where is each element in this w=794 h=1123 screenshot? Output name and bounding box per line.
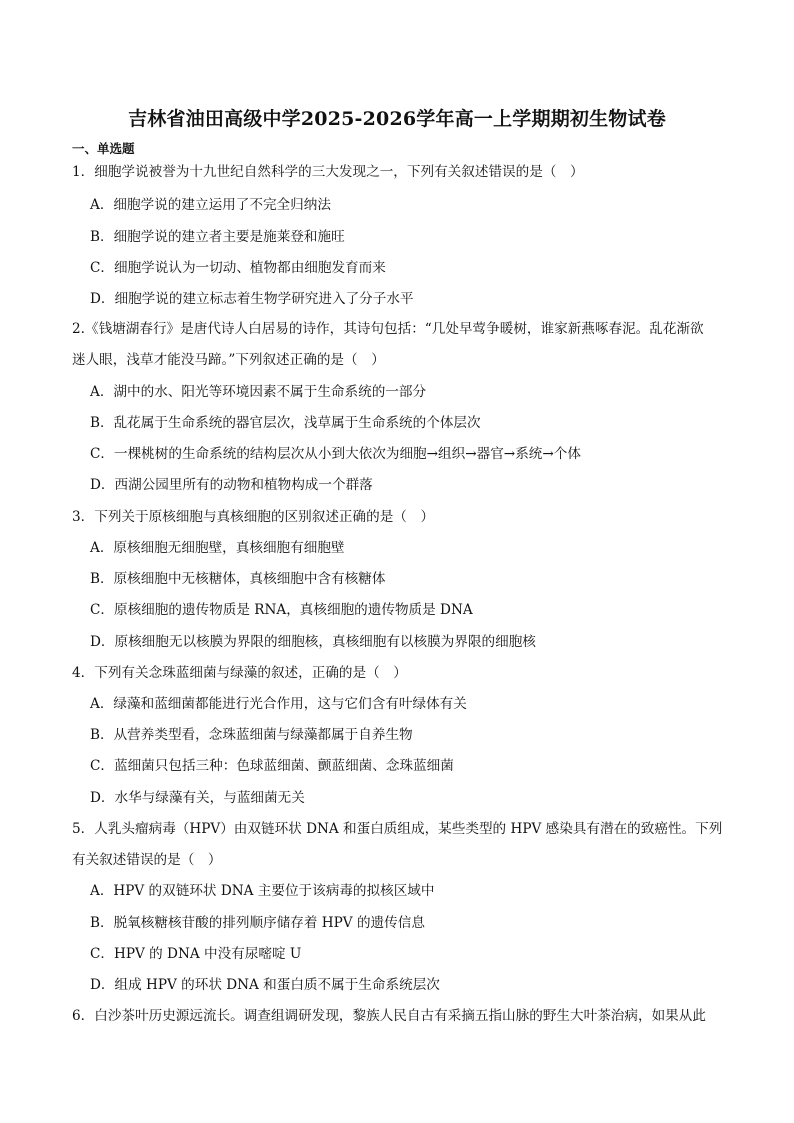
question-3-option-d: D．原核细胞无以核膜为界限的细胞核，真核细胞有以核膜为界限的细胞核 (90, 634, 536, 650)
question-1-option-c: C．细胞学说认为一切动、植物都由细胞发育而来 (90, 260, 386, 276)
question-1-option-d: D．细胞学说的建立标志着生物学研究进入了分子水平 (90, 291, 414, 307)
question-4-option-d: D．水华与绿藻有关，与蓝细菌无关 (90, 790, 305, 806)
question-2-option-c: C．一棵桃树的生命系统的结构层次从小到大依次为细胞→组织→器官→系统→个体 (90, 446, 581, 462)
question-6-stem: 6．白沙茶叶历史源远流长。调查组调研发现，黎族人民自古有采摘五指山脉的野生大叶茶治病，如果从此 (72, 1008, 706, 1024)
question-5-option-c: C．HPV 的 DNA 中没有尿嘧啶 U (90, 946, 302, 962)
question-1-option-b: B．细胞学说的建立者主要是施莱登和施旺 (90, 229, 345, 245)
question-3-option-c: C．原核细胞的遗传物质是 RNA，真核细胞的遗传物质是 DNA (90, 602, 473, 618)
question-5-stem-line-2: 有关叙述错误的是（ ） (72, 852, 222, 868)
question-1-stem: 1．细胞学说被誉为十九世纪自然科学的三大发现之一，下列有关叙述错误的是（ ） (72, 164, 584, 180)
question-2-option-a: A．湖中的水、阳光等环境因素不属于生命系统的一部分 (90, 384, 427, 400)
question-5-option-d: D．组成 HPV 的环状 DNA 和蛋白质不属于生命系统层次 (90, 977, 440, 993)
question-5-option-a: A．HPV 的双链环状 DNA 主要位于该病毒的拟核区域中 (90, 883, 435, 899)
question-2-stem-line-2: 迷人眼，浅草才能没马蹄。”下列叙述正确的是（ ） (72, 352, 385, 368)
question-4-option-b: B．从营养类型看，念珠蓝细菌与绿藻都属于自养生物 (90, 727, 413, 743)
question-3-stem: 3．下列关于原核细胞与真核细胞的区别叙述正确的是（ ） (72, 509, 435, 525)
question-4-option-a: A．绿藻和蓝细菌都能进行光合作用，这与它们含有叶绿体有关 (90, 696, 467, 712)
question-2-stem-line-1: 2.《钱塘湖春行》是唐代诗人白居易的诗作，其诗句包括：“几处早莺争暖树，谁家新燕啄春泥。乱花渐欲 (72, 321, 704, 337)
question-4-option-c: C．蓝细菌只包括三种：色球蓝细菌、颤蓝细菌、念珠蓝细菌 (90, 758, 454, 774)
question-5-stem-line-1: 5．人乳头瘤病毒（HPV）由双链环状 DNA 和蛋白质组成，某些类型的 HPV 感染具有潜在的致癌性。下列 (72, 821, 723, 837)
question-2-option-b: B．乱花属于生命系统的器官层次，浅草属于生命系统的个体层次 (90, 415, 481, 431)
question-2-option-d: D．西湖公园里所有的动物和植物构成一个群落 (90, 477, 373, 493)
question-3-option-b: B．原核细胞中无核糖体，真核细胞中含有核糖体 (90, 571, 386, 587)
exam-title: 吉林省油田高级中学2025-2026学年高一上学期期初生物试卷 (128, 108, 666, 130)
question-1-option-a: A．细胞学说的建立运用了不完全归纳法 (90, 197, 331, 213)
question-4-stem: 4．下列有关念珠蓝细菌与绿藻的叙述，正确的是（ ） (72, 665, 407, 681)
section-heading: 一、单选题 (72, 141, 135, 156)
question-3-option-a: A．原核细胞无细胞壁，真核细胞有细胞壁 (90, 540, 345, 556)
question-5-option-b: B．脱氧核糖核苷酸的排列顺序储存着 HPV 的遗传信息 (90, 915, 425, 931)
